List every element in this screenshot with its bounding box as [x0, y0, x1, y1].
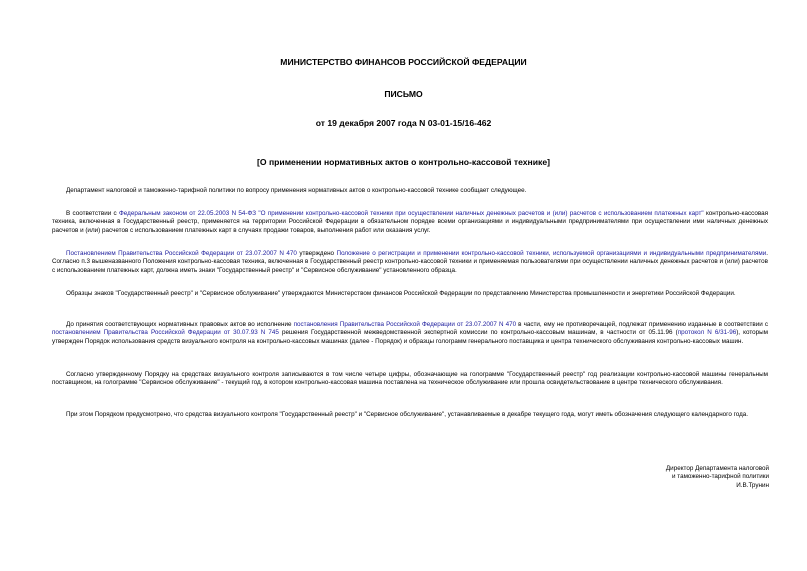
paragraph-2-text-1: В соответствии с [66, 210, 119, 217]
date-number: от 19 декабря 2007 года N 03-01-15/16-462 [315, 118, 492, 128]
ministry-heading: МИНИСТЕРСТВО ФИНАНСОВ РОССИЙСКОЙ ФЕДЕРАЦИИ [280, 57, 527, 67]
paragraph-5-text-2: в части, ему не противоречащей, подлежат применению изданные в соответствии с [516, 321, 769, 328]
paragraph-6-text: Согласно утвержденному Порядку на средствах визуального контроля записываются в том числе четыре цифры, обозначающие на голограмме "Государственный реестр" год реализации контрольно-кассовой машины генеральным поставщиком, на голограмме "Сервисное обслуживание" - текущий год, в котором контрольно-кассовая машина поставлена на техническое обслуживание или прошла освидетельствование в центре технического обслуживания. [52, 371, 768, 387]
paragraph-7-text: При этом Порядком предусмотрено, что средства визуального контроля "Государственный реестр" и "Сервисное обслуживание", устанавливаемые в декабре текущего года, могут иметь обозначения следующего календарного года. [66, 411, 749, 418]
signatory-name: И.В.Трунин [736, 481, 769, 489]
document-type: ПИСЬМО [384, 89, 423, 99]
paragraph-3-text-2: . Согласно п.3 вышеназванного Положения контрольно-кассовая техника, включенная в Государственный реестр контрольно-кассовой техники и применяемая пользователями при осуществлении наличных денежных расчетов и (или) расчетов с использованием платежных карт, должна иметь знаки "Государственный реестр" и "Сервисное обслуживание" установленного образца. [52, 250, 768, 274]
protocol-link[interactable]: протокол N 6/31-96 [677, 329, 737, 337]
paragraph-3 [52, 250, 768, 275]
paragraph-5-text-3: решения Государственной межведомственной экспертной комиссии по контрольно-кассовым машинам, в частности от 05.11.96 ( [278, 329, 678, 337]
paragraph-6 [52, 371, 768, 388]
paragraph-4-text: Образцы знаков "Государственный реестр" и "Сервисное обслуживание" утверждаются Министерством финансов Российской Федерации по представлению Министерства промышленности и энергетики Российской Федерации. [66, 290, 736, 297]
paragraph-5-text-1: До принятия соответствующих нормативных правовых актов во исполнение [66, 321, 294, 328]
paragraph-5-text-4: ), которым утвержден Порядок использования средств визуального контроля на контрольно-кассовых машинах (далее - Порядок) и образцы голограмм генерального поставщика и центра технического обслуживания контрольно-кассовых машин. [52, 329, 768, 345]
signature-position-line-1: Директор Департамента налоговой [665, 465, 769, 472]
paragraph-2-text-2: контрольно-кассовая техника, включенная в Государственный реестр, применяется на территории Российской Федерации в обязательном порядке всеми организациями и индивидуальными предпринимателями при осуществлении ими наличных денежных расчетов и (или) расчетов с использованием платежных карт в случаях продажи товаров, выполнения работ или оказания услуг. [52, 210, 769, 234]
regulation-link[interactable]: Положение о регистрации и применении контрольно-кассовой техники, используемой организациями и индивидуальными предпринимателями [336, 250, 767, 257]
paragraph-7 [52, 411, 768, 419]
paragraph-3-text-1: утверждено [296, 250, 337, 257]
paragraph-5 [52, 321, 768, 346]
federal-law-link[interactable]: Федеральным законом от 22.05.2003 N 54-ФЗ "О применении контрольно-кассовой техники при осуществлении наличных денежных расчетов и (или) расчетов с использованием платежных карт" [119, 210, 704, 217]
resolution-470-link-2[interactable]: постановления Правительства Российской Федерации от 23.07.2007 N 470 [293, 321, 517, 328]
document-subject: [О применении нормативных актов о контрольно-кассовой технике] [257, 157, 550, 167]
resolution-745-link[interactable]: постановлением Правительства Российской Федерации от 30.07.93 N 745 [52, 329, 279, 337]
paragraph-4 [52, 290, 768, 298]
paragraph-1 [52, 187, 768, 195]
signature-position-line-2: и таможенно-тарифной политики [671, 473, 769, 481]
paragraph-1-text: Департамент налоговой и таможенно-тарифной политики по вопросу применения нормативных актов о контрольно-кассовой технике сообщает следующее. [66, 187, 527, 194]
signature-block [569, 465, 769, 490]
resolution-470-link[interactable]: Постановлением Правительства Российской Федерации от 23.07.2007 N 470 [66, 250, 297, 257]
paragraph-2 [52, 210, 768, 235]
